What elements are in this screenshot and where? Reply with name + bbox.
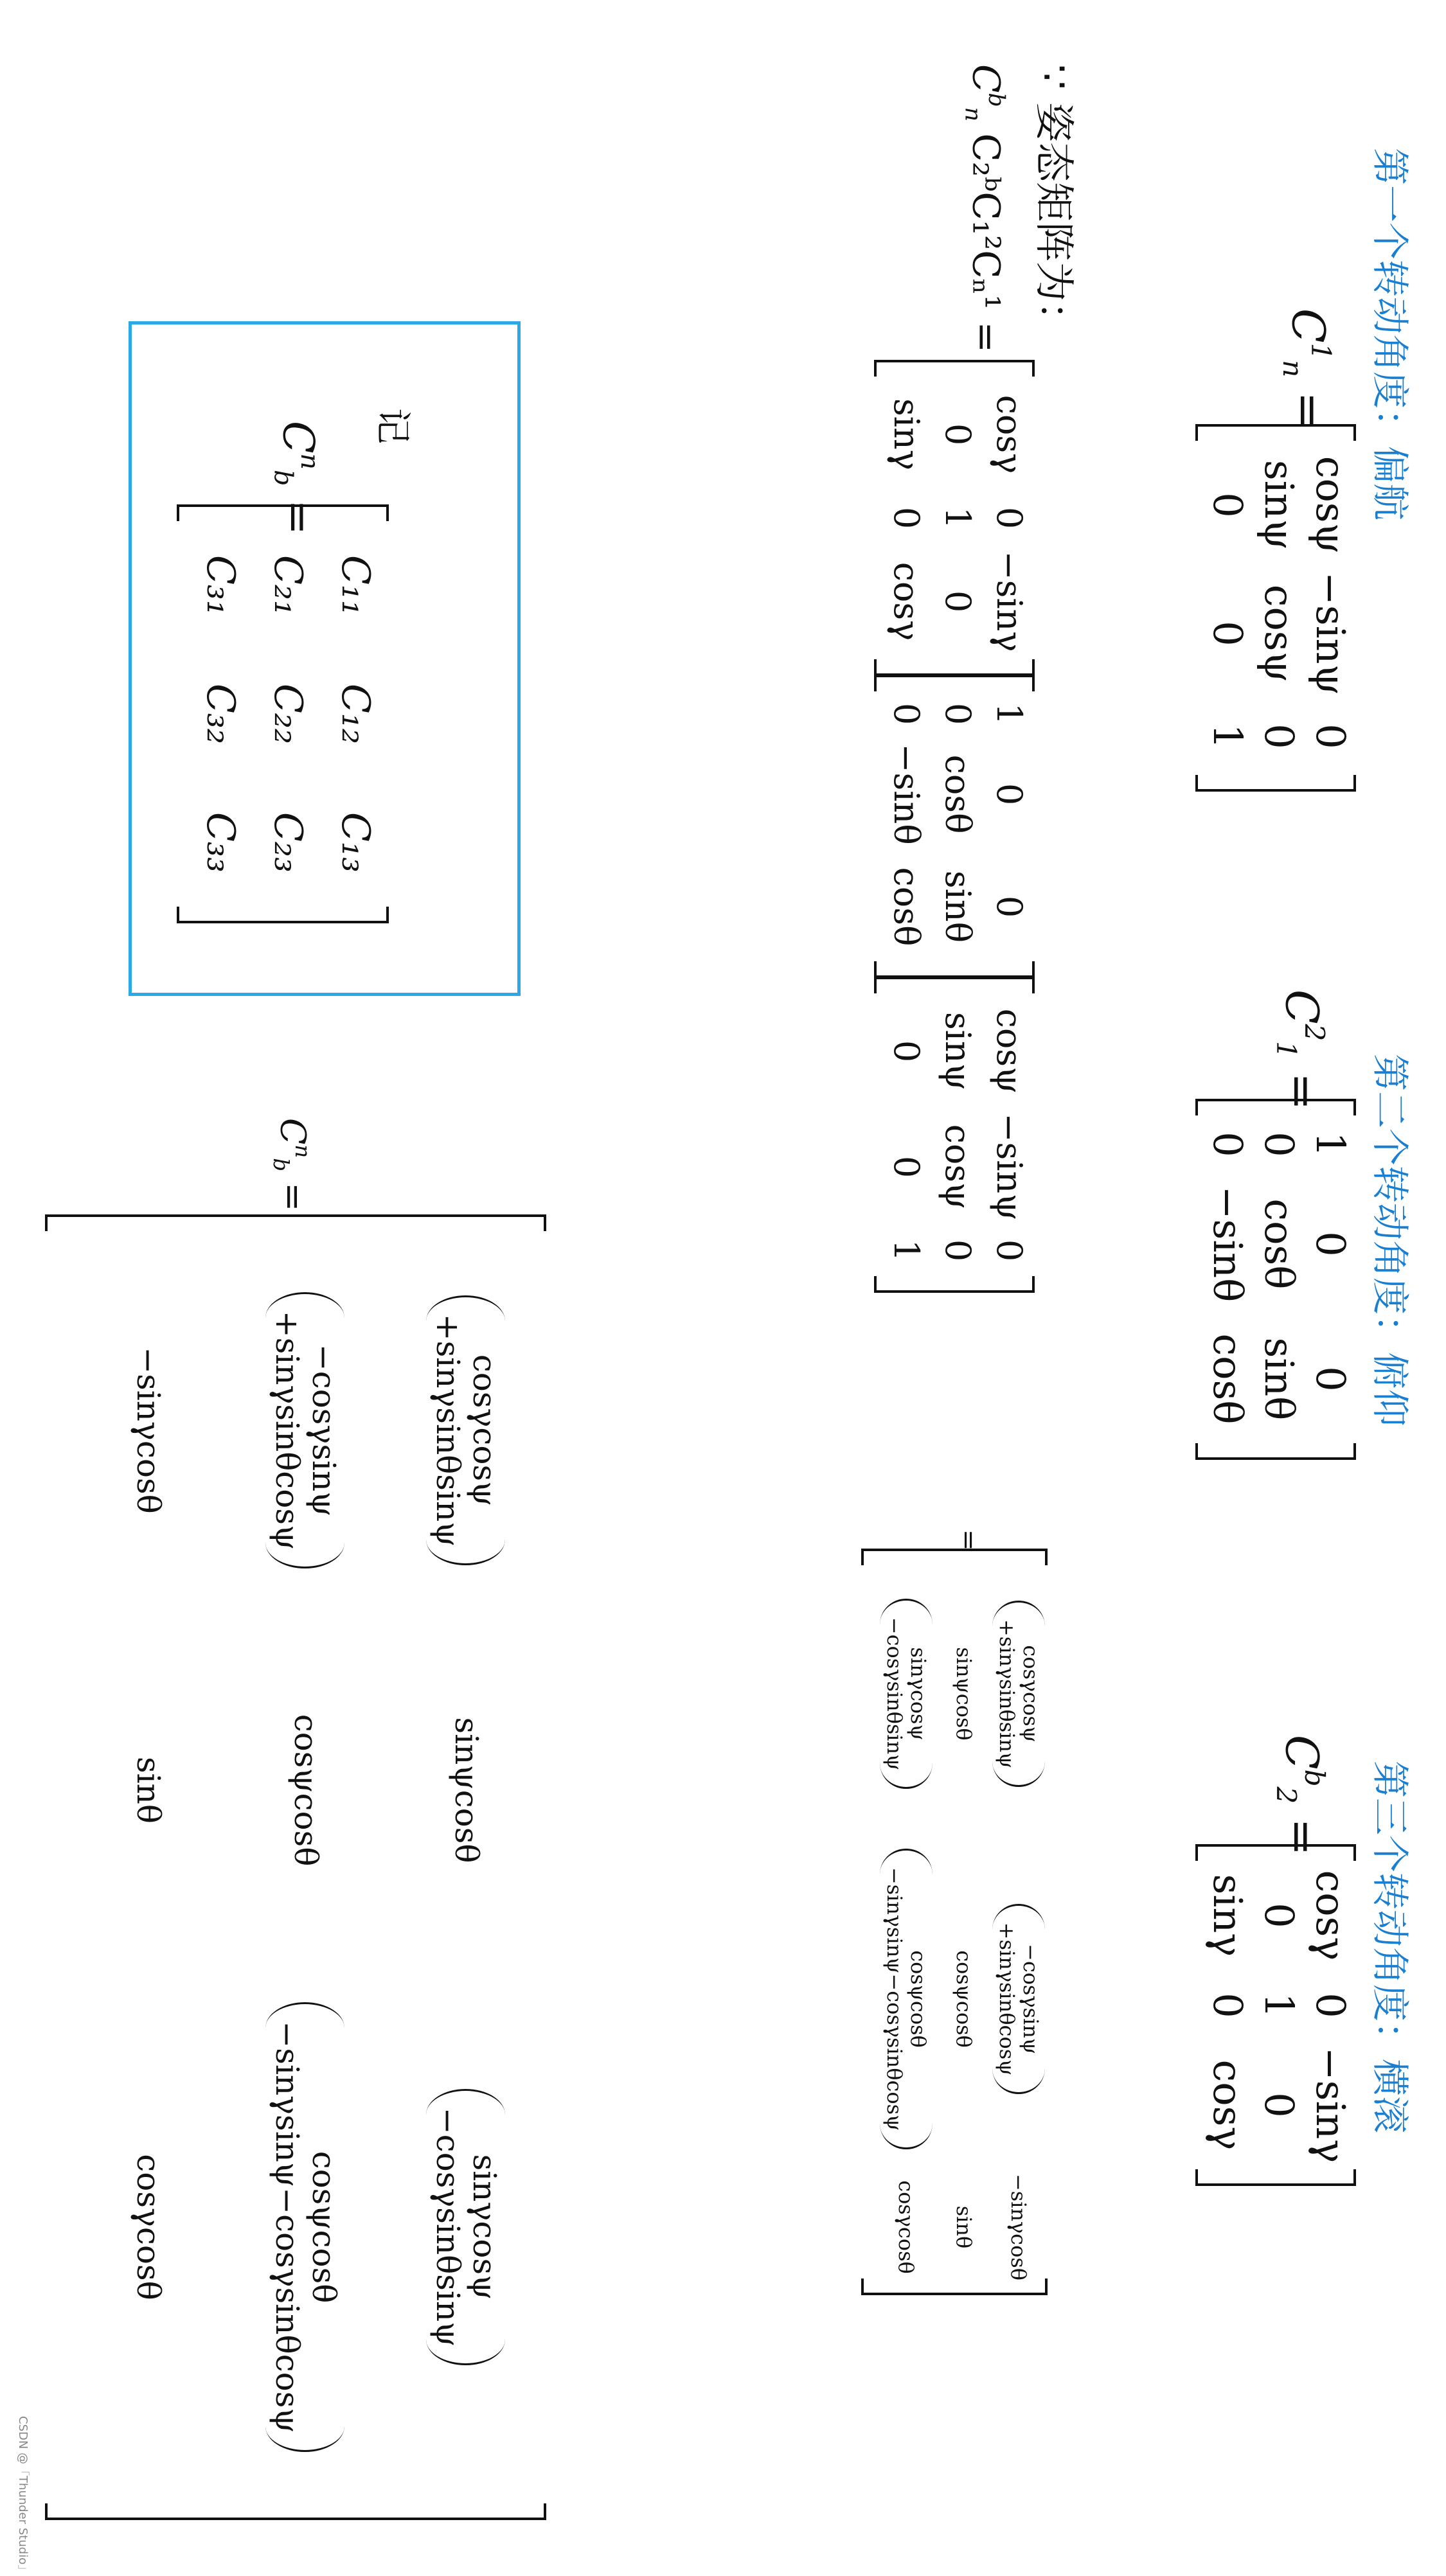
note-cell-32: C₃₂ — [198, 683, 243, 744]
pitch-cell-12: 0 — [1307, 1231, 1354, 1257]
tr-32: sinθ — [129, 1757, 167, 1824]
res-21: sinψcosθ — [952, 1647, 977, 1741]
pitch-cell-11: 1 — [1307, 1132, 1354, 1157]
yaw-cell-23: 0 — [1255, 724, 1303, 749]
product-matrix-gamma — [874, 360, 1035, 676]
prod-psi-cell-21: sinψ — [938, 1011, 979, 1091]
note-cell-31: C₃₁ — [198, 555, 243, 616]
prod-psi-cell-11: cosψ — [989, 1008, 1030, 1094]
roll-cell-21: 0 — [1255, 1903, 1303, 1928]
note-cell-12: C₁₂ — [333, 683, 378, 744]
prod-gamma-cell-12: 0 — [989, 506, 1030, 529]
transpose-lhs: $C^n_b$ = — [269, 1118, 315, 1212]
prod-gamma-cell-23: 0 — [938, 590, 979, 613]
matrix-roll — [1195, 1844, 1356, 2186]
prod-gamma-cell-11: cosγ — [989, 395, 1030, 474]
note-cell-33: C₃₃ — [198, 812, 243, 873]
note-cell-11: C₁₁ — [333, 555, 378, 616]
roll-cell-33: cosγ — [1204, 2059, 1251, 2151]
eq-c12-label: $C^2_1$ = — [1270, 990, 1330, 1110]
tr-31: −sinγcosθ — [129, 1347, 167, 1514]
product-lhs: $C^b_n$ C₂ᵇC₁²Cₙ¹ = — [960, 64, 1009, 353]
yaw-cell-33: 1 — [1204, 724, 1251, 749]
tr-13: sinγcosψ −cosγsinθsinψ — [427, 2089, 506, 2366]
prod-theta-cell-11: 1 — [989, 702, 1030, 725]
tr-11: cosγcosψ +sinγsinθsinψ — [427, 1295, 506, 1566]
yaw-cell-12: −sinψ — [1307, 571, 1354, 696]
title-yaw: 第一个转动角度：偏航 — [1368, 148, 1412, 521]
prod-theta-cell-12: 0 — [989, 783, 1030, 806]
footer-watermark: CSDN @「Thunder Studio」 — [16, 2416, 30, 2576]
prod-psi-cell-31: 0 — [886, 1040, 927, 1063]
roll-cell-22: 1 — [1255, 1993, 1303, 2018]
prod-gamma-cell-32: 0 — [886, 506, 927, 529]
product-eq2: = — [954, 1529, 983, 1551]
prod-psi-cell-13: 0 — [989, 1239, 1030, 1262]
tr-23: cosψcosθ −sinγsinψ−cosγsinθcosψ — [266, 2002, 345, 2451]
roll-cell-12: 0 — [1307, 1993, 1354, 2018]
roll-cell-13: −sinγ — [1307, 2047, 1354, 2163]
yaw-cell-21: sinψ — [1255, 459, 1303, 551]
res-31: sinγcosψ −cosγsinθsinψ — [880, 1599, 933, 1789]
tr-22: cosψcosθ — [287, 1714, 325, 1867]
prod-theta-cell-22: cosθ — [938, 754, 979, 834]
roll-cell-32: 0 — [1204, 1993, 1251, 2018]
prod-gamma-cell-22: 1 — [938, 506, 979, 529]
res-13: −sinγcosθ — [1006, 2173, 1031, 2281]
yaw-cell-22: cosψ — [1255, 584, 1303, 683]
eq-c2b-label: $C^b_2$ = — [1270, 1735, 1330, 1856]
tr-21: −cosγsinψ +sinγsinθcosψ — [266, 1292, 345, 1569]
transpose-matrix — [45, 1214, 546, 2520]
yaw-cell-11: cosψ — [1307, 456, 1354, 555]
prod-psi-cell-12: −sinψ — [989, 1113, 1030, 1221]
prod-gamma-cell-33: cosγ — [886, 562, 927, 641]
res-12: −cosγsinψ +sinγsinθcosψ — [992, 1904, 1045, 2094]
prod-theta-cell-13: 0 — [989, 895, 1030, 918]
yaw-cell-31: 0 — [1204, 492, 1251, 518]
title-roll: 第三个转动角度：横滚 — [1368, 1761, 1412, 2134]
pitch-cell-22: cosθ — [1255, 1198, 1303, 1290]
note-cell-23: C₂₃ — [265, 812, 310, 873]
note-box — [129, 321, 521, 996]
prod-psi-cell-23: 0 — [938, 1239, 979, 1262]
matrix-pitch — [1195, 1099, 1356, 1460]
title-pitch: 第二个转动角度：俯仰 — [1368, 1054, 1412, 1427]
prod-psi-cell-22: cosψ — [938, 1124, 979, 1210]
yaw-cell-32: 0 — [1204, 621, 1251, 646]
tr-33: cosγcosθ — [129, 2154, 167, 2300]
roll-cell-11: cosγ — [1307, 1870, 1354, 1961]
note-matrix — [177, 504, 389, 923]
pitch-cell-13: 0 — [1307, 1366, 1354, 1392]
tr-12: sinψcosθ — [447, 1717, 485, 1863]
therefore-line: ∵ 姿态矩阵为： — [1031, 64, 1078, 342]
product-matrix-theta — [874, 675, 1035, 978]
roll-cell-23: 0 — [1255, 2092, 1303, 2118]
pitch-cell-33: cosθ — [1204, 1333, 1251, 1425]
res-33: cosγcosθ — [894, 2180, 919, 2274]
note-label: 记 — [371, 408, 413, 444]
product-matrix-psi — [874, 977, 1035, 1293]
pitch-cell-23: sinθ — [1255, 1337, 1303, 1421]
prod-psi-cell-33: 1 — [886, 1239, 927, 1262]
roll-cell-31: sinγ — [1204, 1874, 1251, 1957]
pitch-cell-32: −sinθ — [1204, 1186, 1251, 1302]
note-cell-13: C₁₃ — [333, 812, 378, 873]
yaw-cell-13: 0 — [1307, 724, 1354, 749]
prod-gamma-cell-31: sinγ — [886, 398, 927, 471]
pitch-cell-31: 0 — [1204, 1132, 1251, 1157]
note-cell-22: C₂₂ — [265, 683, 310, 744]
prod-gamma-cell-13: −sinγ — [989, 551, 1030, 652]
product-result-matrix — [861, 1549, 1048, 2295]
res-32: cosψcosθ −sinγsinψ−cosγsinθcosψ — [880, 1849, 933, 2149]
prod-gamma-cell-21: 0 — [938, 423, 979, 446]
res-11: cosγcosψ +sinγsinθsinψ — [992, 1601, 1045, 1787]
res-22: cosψcosθ — [952, 1950, 977, 2048]
pitch-cell-21: 0 — [1255, 1132, 1303, 1157]
res-23: sinθ — [952, 2205, 977, 2249]
prod-theta-cell-23: sinθ — [938, 870, 979, 943]
prod-psi-cell-32: 0 — [886, 1155, 927, 1178]
eq-cn1-label: $C^1_n$ = — [1276, 308, 1337, 430]
note-cell-21: C₂₁ — [265, 555, 310, 616]
matrix-yaw — [1195, 424, 1356, 792]
prod-theta-cell-32: −sinθ — [886, 743, 927, 845]
prod-theta-cell-33: cosθ — [886, 867, 927, 946]
prod-theta-cell-31: 0 — [886, 702, 927, 725]
note-lhs: $C^n_b$ = — [268, 421, 325, 535]
prod-theta-cell-21: 0 — [938, 702, 979, 725]
